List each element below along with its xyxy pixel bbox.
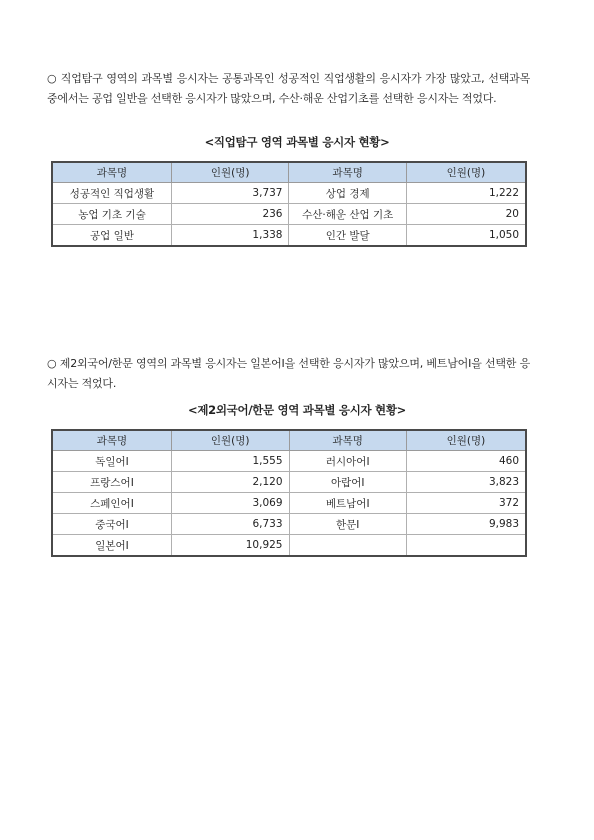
table-header-row [52, 162, 526, 183]
count-cell: 9,983 [406, 514, 526, 535]
header-subject: 과목명 [289, 162, 406, 183]
subject-cell: 스페인어Ⅰ [52, 493, 171, 514]
table-row [52, 204, 526, 225]
table-row [52, 514, 526, 535]
table-header-row [52, 430, 526, 451]
count-cell: 1,050 [406, 225, 526, 247]
count-cell: 10,925 [171, 535, 289, 557]
table1-caption: <직업탐구 영역 과목별 응시자 현황> [204, 135, 390, 149]
count-cell [406, 535, 526, 557]
count-cell: 1,222 [406, 183, 526, 204]
header-count: 인원(명) [171, 162, 289, 183]
count-cell: 236 [171, 204, 289, 225]
subject-cell: 상업 경제 [289, 183, 406, 204]
subject-cell: 성공적인 직업생활 [52, 183, 171, 204]
subject-cell: 베트남어Ⅰ [289, 493, 406, 514]
subject-cell: 수산·해운 산업 기초 [289, 204, 406, 225]
header-subject: 과목명 [52, 162, 171, 183]
table-row [52, 451, 526, 472]
header-count: 인원(명) [406, 430, 526, 451]
subject-cell: 독일어Ⅰ [52, 451, 171, 472]
subject-cell: 중국어Ⅰ [52, 514, 171, 535]
subject-cell: 러시아어Ⅰ [289, 451, 406, 472]
count-cell: 1,338 [171, 225, 289, 247]
count-cell: 3,069 [171, 493, 289, 514]
subject-cell: 공업 일반 [52, 225, 171, 247]
table-row [52, 225, 526, 247]
header-subject: 과목명 [52, 430, 171, 451]
count-cell: 460 [406, 451, 526, 472]
subject-cell: 인간 발달 [289, 225, 406, 247]
subject-cell: 농업 기초 기술 [52, 204, 171, 225]
count-cell: 2,120 [171, 472, 289, 493]
table-row [52, 535, 526, 557]
table-row [52, 472, 526, 493]
count-cell: 20 [406, 204, 526, 225]
section2-paragraph: ○ 제2외국어/한문 영역의 과목별 응시자는 일본어Ⅰ을 선택한 응시자가 많았으며, 베트남어Ⅰ을 선택한 응시자는 적었다. [47, 357, 530, 390]
vocational-table [51, 161, 527, 247]
section1-paragraph: ○ 직업탐구 영역의 과목별 응시자는 공통과목인 성공적인 직업생활의 응시자가 가장 많았고, 선택과목 중에서는 공업 일반을 선택한 응시자가 많았으며, 수산·해운 산업기초를 선택한 응시자는 적었다. [47, 72, 530, 105]
count-cell: 3,823 [406, 472, 526, 493]
count-cell: 6,733 [171, 514, 289, 535]
subject-cell: 프랑스어Ⅰ [52, 472, 171, 493]
subject-cell: 한문Ⅰ [289, 514, 406, 535]
second-language-table [51, 429, 527, 557]
header-subject: 과목명 [289, 430, 406, 451]
count-cell: 1,555 [171, 451, 289, 472]
header-count: 인원(명) [171, 430, 289, 451]
count-cell: 3,737 [171, 183, 289, 204]
subject-cell [289, 535, 406, 557]
table-row [52, 183, 526, 204]
subject-cell: 일본어Ⅰ [52, 535, 171, 557]
header-count: 인원(명) [406, 162, 526, 183]
table-row [52, 493, 526, 514]
count-cell: 372 [406, 493, 526, 514]
table2-caption: <제2외국어/한문 영역 과목별 응시자 현황> [187, 403, 407, 417]
subject-cell: 아랍어Ⅰ [289, 472, 406, 493]
